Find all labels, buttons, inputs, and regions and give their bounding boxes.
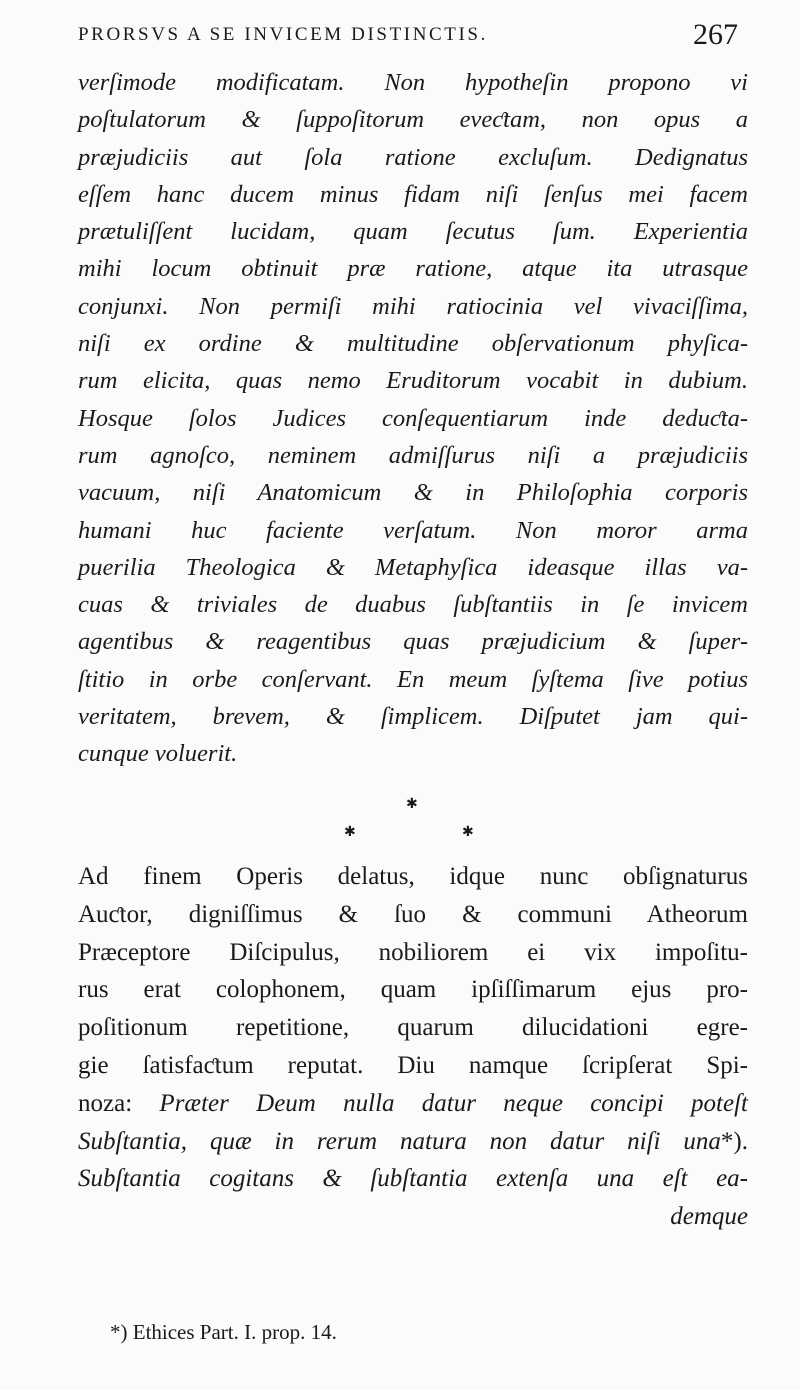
text-line: humani huc faciente verſatum. Non moror arma	[78, 516, 748, 544]
text-line: niſi ex ordine & multitudine obſervationum phyſica-	[78, 330, 748, 358]
spinoza-quote: Subſtantia, quæ in rerum natura non datur niſi una	[78, 1127, 721, 1155]
text-line: agentibus & reagentibus quas præjudicium & ſuper-	[78, 628, 748, 656]
text-line: ſtitio in orbe conſervant. En meum ſyſtema ſive potius	[78, 665, 748, 693]
text-line: prætuliſſent lucidam, quam ſecutus ſum. Experientia	[78, 218, 748, 246]
italic-paragraph	[78, 64, 748, 773]
closing-paragraph	[78, 858, 748, 1236]
text-line: Auƈtor, digniſſimus & ſuo & communi Atheorum	[78, 900, 748, 928]
text-line: rum elicita, quas nemo Eruditorum vocabit in dubium.	[78, 367, 748, 395]
text-line: poſtulatorum & ſuppoſitorum eveƈtam, non opus a	[78, 106, 748, 134]
asterisk-icon: ✱	[344, 824, 356, 840]
text-line	[78, 1085, 748, 1123]
text-line: veritatem, brevem, & ſimplicem. Diſputet jam qui-	[78, 703, 748, 731]
text-line: præjudiciis aut ſola ratione excluſum. Dedignatus	[78, 143, 748, 171]
catchword: demque	[670, 1203, 748, 1231]
footnote-marker: *).	[720, 1127, 748, 1155]
footnote: *) Ethices Part. I. prop. 14.	[110, 1320, 337, 1344]
page-number: 267	[693, 18, 738, 51]
running-head	[78, 18, 738, 54]
text-line: puerilia Theologica & Metaphyſica ideasque illas va-	[78, 553, 748, 581]
text-run: noza:	[78, 1089, 160, 1117]
text-line: verſimode modificatam. Non hypotheſin propono vi	[78, 69, 748, 96]
spinoza-quote: Subſtantia cogitans & ſubſtantia extenſa una eſt ea-	[78, 1165, 748, 1193]
text-line: eſſem hanc ducem minus fidam niſi ſenſus mei facem	[78, 180, 748, 208]
asterisk-icon: ✱	[406, 796, 418, 812]
text-line: rus erat colophonem, quam ipſiſſimarum ejus pro-	[78, 976, 748, 1004]
text-line	[78, 1123, 748, 1161]
asterisk-icon: ✱	[462, 824, 474, 840]
text-line: Præceptore Diſcipulus, nobiliorem ei vix impoſitu-	[78, 938, 748, 966]
text-line: cuas & triviales de duabus ſubſtantiis in ſe invicem	[78, 591, 748, 619]
text-line: Ad finem Operis delatus, idque nunc obſignaturus	[78, 863, 748, 890]
text-line: cunque voluerit.	[78, 740, 238, 768]
text-line: Hosque ſolos Judices conſequentiarum inde deduƈta-	[78, 404, 748, 432]
text-line: mihi locum obtinuit præ ratione, atque ita utrasque	[78, 255, 748, 283]
text-line: conjunxi. Non permiſi mihi ratiocinia vel vivaciſſima,	[78, 292, 748, 320]
text-line: vacuum, niſi Anatomicum & in Philoſophia corporis	[78, 479, 748, 507]
spinoza-quote: Præter Deum nulla datur neque concipi poteſt	[159, 1089, 748, 1117]
running-title: PRORSVS A SE INVICEM DISTINCTIS.	[78, 24, 488, 45]
text-line: rum agnoſco, neminem admiſſurus niſi a præjudiciis	[78, 441, 748, 469]
asterism	[0, 796, 800, 846]
text-line: poſitionum repetitione, quarum dilucidationi egre-	[78, 1014, 748, 1042]
text-line: gie ſatisfaƈtum reputat. Diu namque ſcripſerat Spi-	[78, 1051, 748, 1079]
